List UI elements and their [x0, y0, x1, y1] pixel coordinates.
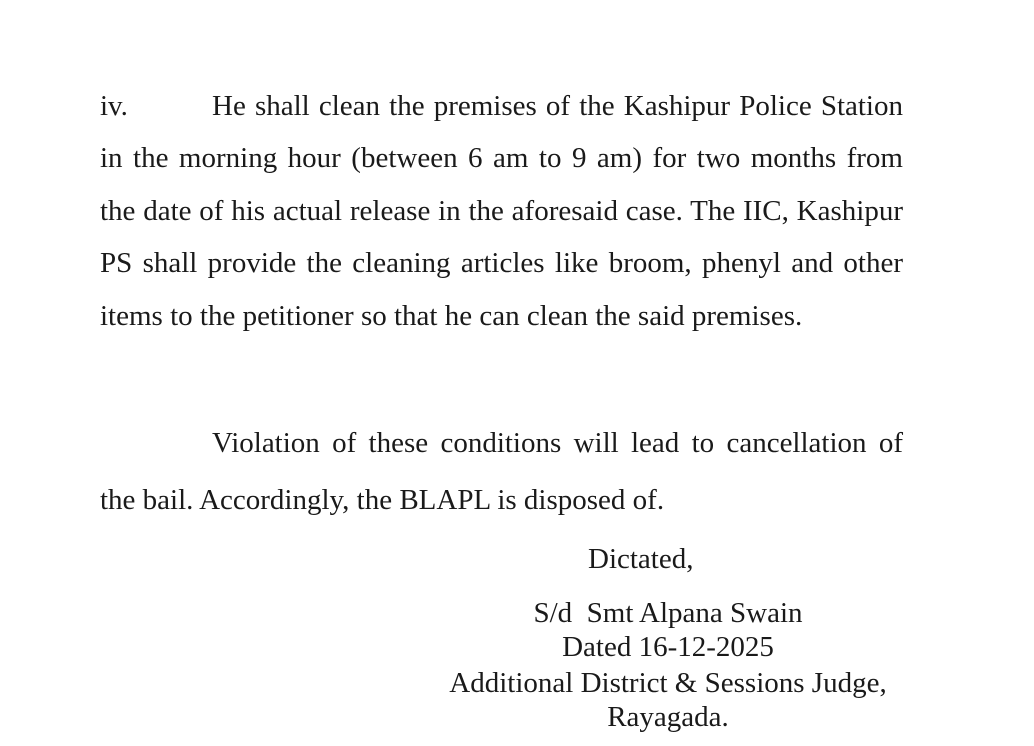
violation-paragraph: Violation of these conditions will lead to cancellation of the bail. Accordingly, the BLAPL is disposed of.	[100, 427, 903, 516]
clause-text: He shall clean the premises of the Kashipur Police Station in the morning hour (between 6 am to 9 am) for two months from the date of his actual release in the aforesaid case. The IIC, Kashipur PS shall provide the cleaning articles like broom, phenyl and other items to the petitioner so that he can clean the said premises.	[100, 90, 903, 332]
clause-iv-paragraph	[100, 80, 903, 342]
dated-line: Dated 16-12-2025	[562, 631, 774, 663]
clause-number: iv.	[100, 90, 128, 122]
designation-line: Additional District & Sessions Judge,	[449, 667, 887, 699]
dictated-line: Dictated,	[588, 543, 694, 575]
signed-by-line: S/d Smt Alpana Swain	[533, 597, 803, 629]
place-line: Rayagada.	[607, 701, 729, 733]
